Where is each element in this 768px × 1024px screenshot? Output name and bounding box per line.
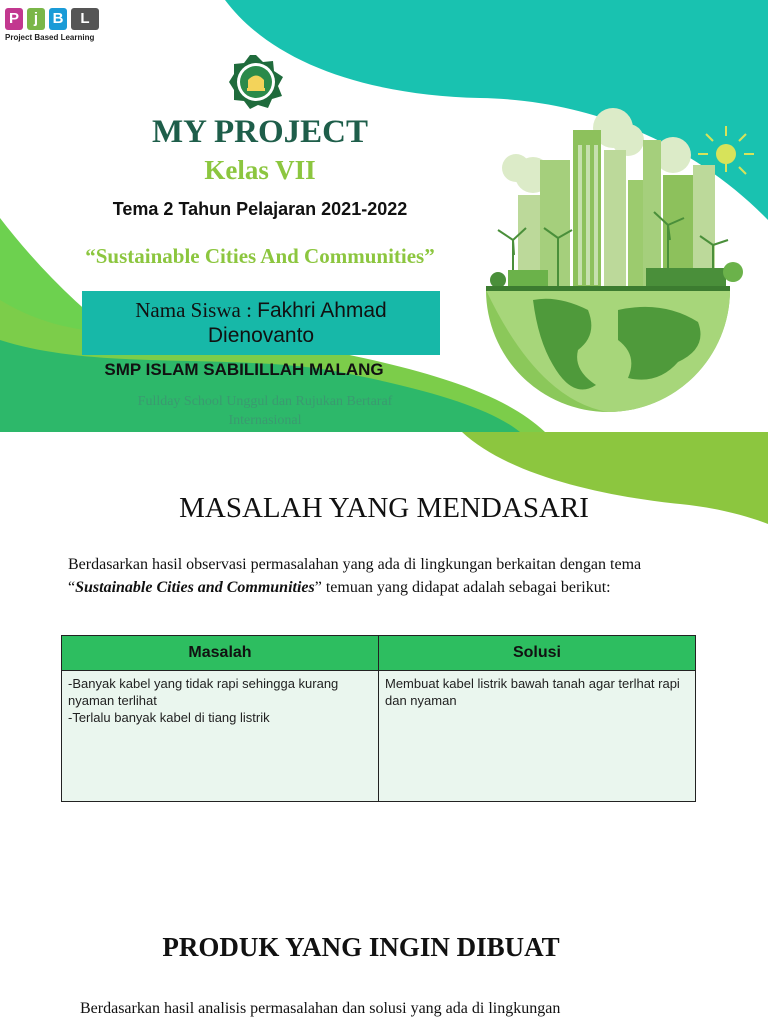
school-tagline: Fullday School Unggul dan Rujukan Bertaraf Internasional [137,394,393,428]
table-header-solusi: Solusi [379,636,696,671]
student-name-text [82,298,440,348]
school-emblem-icon [228,54,284,110]
problem-text: -Banyak kabel yang tidak rapi sehingga kurang nyaman terlihat -Terlalu banyak kabel di tiang listrik [68,676,339,725]
table-row [62,671,696,802]
student-name-box [82,291,440,355]
logo-letter-l: L [71,8,99,30]
intro-emphasis: Sustainable Cities and Communities [75,579,315,596]
problem-heading: MASALAH YANG MENDASARI [179,492,589,524]
cover-slide [0,0,768,432]
intro-text-after: ” temuan yang didapat adalah sebagai berikut: [314,579,611,596]
project-title: MY PROJECT [151,114,368,150]
theme-year: Tema 2 Tahun Pelajaran 2021-2022 [112,199,408,219]
table-cell-problem [62,671,379,802]
intro-text-before: Berdasarkan hasil observasi permasalahan yang ada di lingkungan berkaitan dengan tema “ [68,556,642,596]
solution-text: Membuat kabel listrik bawah tanah agar terlhat rapi dan nyaman [385,676,680,708]
problem-intro [68,553,708,599]
student-name: Fakhri Ahmad Dienovanto [207,299,387,347]
logo-letter-p: P [5,8,23,30]
logo-subtitle: Project Based Learning [5,33,95,42]
logo-letter-b: B [49,8,67,30]
student-label: Nama Siswa : [135,298,258,322]
theme-title: “Sustainable Cities And Communities” [85,244,435,268]
table-cell-solution [379,671,696,802]
school-name: SMP ISLAM SABILILLAH MALANG [104,360,384,379]
problem-slide [0,432,768,1024]
class-label: Kelas VII [204,155,316,185]
green-city-globe-icon [478,100,768,420]
logo-letter-j: j [27,8,45,30]
problem-solution-table [61,635,696,802]
product-intro: Berdasarkan hasil analisis permasalahan dan solusi yang ada di lingkungan [80,1000,561,1017]
product-heading: PRODUK YANG INGIN DIBUAT [162,932,560,962]
table-header-masalah: Masalah [62,636,379,671]
